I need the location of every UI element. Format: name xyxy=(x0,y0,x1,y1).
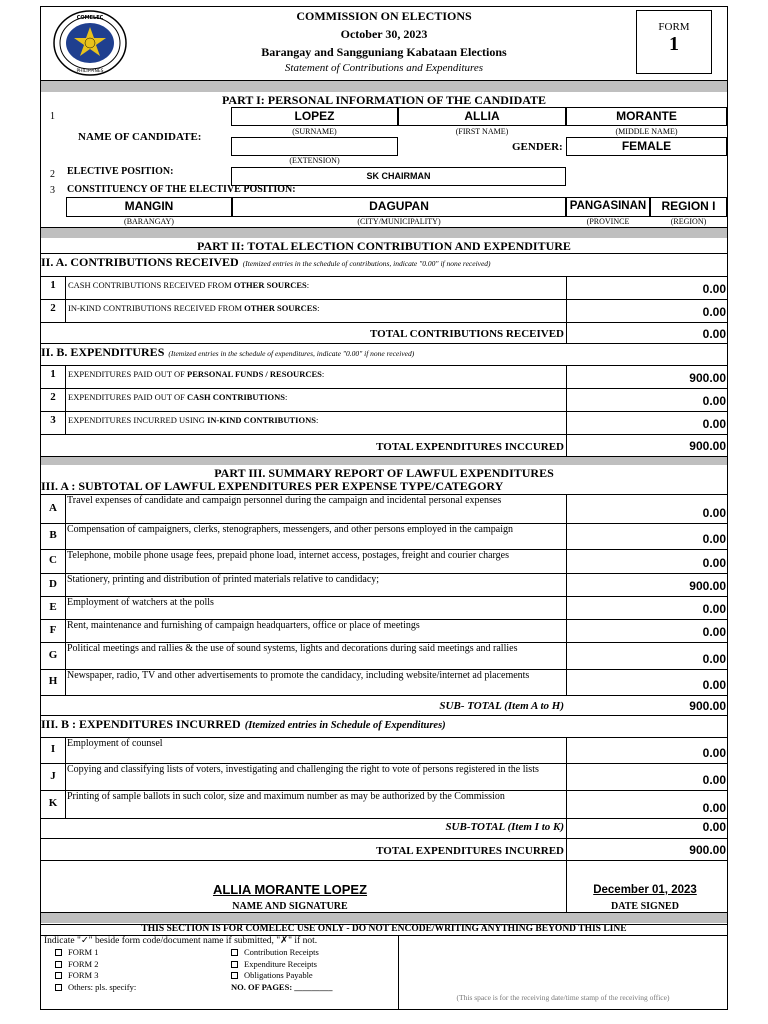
expense-description: Employment of watchers at the polls xyxy=(67,597,214,608)
elective-position-field[interactable]: SK CHAIRMAN xyxy=(231,167,566,186)
part3b-heading xyxy=(41,715,446,733)
band-1 xyxy=(41,81,727,92)
checklist-item[interactable] xyxy=(55,947,98,957)
checklist-label: Contribution Receipts xyxy=(244,947,319,957)
total-incurred-value: 900.00 xyxy=(689,843,726,857)
checklist-label: Others: pls. specify: xyxy=(68,982,137,992)
expense-amount: 900.00 xyxy=(689,579,726,593)
header-org: COMMISSION ON ELECTIONS xyxy=(296,9,472,23)
comelec-instruction: Indicate "✓" beside form code/document name if submitted, "✗" if not. xyxy=(44,936,318,946)
row-description-bold: CASH CONTRIBUTIONS xyxy=(187,392,286,402)
part1-title: PART I: PERSONAL INFORMATION OF THE CANDIDATE xyxy=(221,93,547,107)
checklist-item[interactable] xyxy=(55,959,98,969)
gender-field[interactable]: FEMALE xyxy=(566,137,727,156)
city-field[interactable]: DAGUPAN xyxy=(232,197,566,217)
row-description-post: : xyxy=(315,415,319,425)
row-number: 2 xyxy=(50,391,56,403)
row-amount: 0.00 xyxy=(702,394,726,408)
part2-title: PART II: TOTAL ELECTION CONTRIBUTION AND EXPENDITURE xyxy=(197,239,571,253)
province-caption: (PROVINCE xyxy=(586,217,630,226)
expenditures-title: II. B. EXPENDITURES xyxy=(41,345,165,359)
band-4 xyxy=(41,913,727,923)
checklist-item[interactable] xyxy=(55,982,136,992)
expense-amount: 0.00 xyxy=(702,506,726,520)
header-date: October 30, 2023 xyxy=(340,27,428,41)
checklist-item[interactable] xyxy=(231,947,319,957)
checkbox[interactable] xyxy=(55,972,62,979)
row-description xyxy=(68,392,287,403)
checkbox[interactable] xyxy=(231,961,238,968)
contributions-title: II. A. CONTRIBUTIONS RECEIVED xyxy=(41,255,239,269)
total-expenditures-value: 900.00 xyxy=(689,439,726,453)
row-description-post: : xyxy=(321,369,325,379)
expense-letter: I xyxy=(50,743,56,755)
expense-letter: K xyxy=(48,797,58,809)
expense-description: Newspaper, radio, TV and other advertisements to promote the candidacy, including website/internet ad placements xyxy=(67,670,530,681)
surname-caption: (SURNAME) xyxy=(292,127,337,136)
item-number-2: 2 xyxy=(50,169,55,180)
middle-name-caption: (MIDDLE NAME) xyxy=(615,127,678,136)
band-3 xyxy=(41,457,727,465)
item-number-1: 1 xyxy=(50,111,55,122)
item-number-3: 3 xyxy=(50,185,55,196)
expense-amount: 0.00 xyxy=(702,746,726,760)
row-number: 1 xyxy=(50,368,56,380)
date-signed: December 01, 2023 xyxy=(593,884,697,896)
expense-letter: B xyxy=(49,529,57,541)
expense-amount: 0.00 xyxy=(702,652,726,666)
header-statement: Statement of Contributions and Expenditures xyxy=(284,62,484,74)
pages-label: NO. OF PAGES: _________ xyxy=(231,982,333,992)
comelec-banner: THIS SECTION IS FOR COMELEC USE ONLY - DO NOT ENCODE/WRITING ANYTHING BEYOND THIS LINE xyxy=(141,924,627,934)
city-caption: (CITY/MUNICIPALITY) xyxy=(357,217,441,226)
form-number: 1 xyxy=(669,33,679,55)
middle-name-field[interactable]: MORANTE xyxy=(566,107,727,126)
row-description xyxy=(68,280,309,291)
band-2 xyxy=(41,228,727,238)
row-description-pre: EXPENDITURES INCURRED USING xyxy=(68,415,208,425)
expense-amount: 0.00 xyxy=(702,532,726,546)
subtotal-a-value: 900.00 xyxy=(689,699,726,713)
form-label: FORM xyxy=(658,21,690,33)
expense-letter: J xyxy=(50,769,56,782)
checklist-item[interactable] xyxy=(231,970,313,980)
expenditures-heading xyxy=(41,343,727,361)
row-description-post: : xyxy=(306,280,310,290)
row-number: 1 xyxy=(50,279,56,291)
row-description-pre: EXPENDITURES PAID OUT OF xyxy=(68,369,188,379)
row-description-pre: IN-KIND CONTRIBUTIONS RECEIVED FROM xyxy=(68,303,245,313)
first-name-field[interactable]: ALLIA xyxy=(398,107,566,126)
checklist-label: FORM 3 xyxy=(68,970,99,980)
row-description-bold: OTHER SOURCES xyxy=(233,280,307,290)
row-number: 2 xyxy=(50,302,56,314)
header-election: Barangay and Sangguniang Kabataan Elections xyxy=(261,45,507,59)
name-of-candidate-label: NAME OF CANDIDATE: xyxy=(78,131,202,143)
checklist-item[interactable] xyxy=(55,970,98,980)
svg-text:PHILIPPINES: PHILIPPINES xyxy=(76,69,104,74)
signatory-name: ALLIA MORANTE LOPEZ xyxy=(212,882,368,897)
expense-description: Stationery, printing and distribution of printed materials relative to candidacy; xyxy=(67,574,380,585)
part3b-title: III. B : EXPENDITURES INCURRED xyxy=(41,717,241,731)
expense-description: Printing of sample ballots in such color, size and maximum number as may be authorized by the Commission xyxy=(67,791,505,802)
surname-field[interactable]: LOPEZ xyxy=(231,107,398,126)
contributions-note: (Itemized entries in the schedule of contributions, indicate "0.00" if none received) xyxy=(242,259,491,268)
subtotal-b-value: 0.00 xyxy=(702,820,726,834)
province-field[interactable]: PANGASINAN xyxy=(566,197,650,217)
svg-text:COMELEC: COMELEC xyxy=(76,15,104,21)
expense-letter: H xyxy=(48,675,58,687)
expense-amount: 0.00 xyxy=(702,801,726,815)
expense-description: Travel expenses of candidate and campaign personnel during the campaign and incidental personal expenses xyxy=(67,495,502,506)
expense-amount: 0.00 xyxy=(702,556,726,570)
row-description-post: : xyxy=(317,303,320,313)
expense-description: Political meetings and rallies & the use of sound systems, lights and decorations during said meetings and rallies xyxy=(67,643,518,654)
expense-description: Telephone, mobile phone usage fees, prepaid phone load, internet access, postages, freight and courier charges xyxy=(67,550,510,561)
extension-field[interactable] xyxy=(231,137,398,156)
extension-caption: (EXTENSION) xyxy=(289,156,340,165)
comelec-seal xyxy=(52,10,128,76)
expense-description: Employment of counsel xyxy=(67,738,163,749)
row-amount: 0.00 xyxy=(702,282,726,296)
checkbox[interactable] xyxy=(231,972,238,979)
total-contributions-label: TOTAL CONTRIBUTIONS RECEIVED xyxy=(370,328,564,340)
part3b-note: (Itemized entries in Schedule of Expenditures) xyxy=(244,720,446,731)
date-signed-caption: DATE SIGNED xyxy=(611,901,679,912)
expense-amount: 0.00 xyxy=(702,625,726,639)
row-description-bold: OTHER SOURCES xyxy=(244,303,318,313)
row-description xyxy=(68,415,318,426)
row-description-bold: IN-KIND CONTRIBUTIONS xyxy=(207,415,316,425)
expense-letter: A xyxy=(49,501,57,514)
expense-letter: G xyxy=(48,648,58,661)
form-number-box xyxy=(636,10,712,74)
checkbox[interactable] xyxy=(55,961,62,968)
constituency-label: CONSTITUENCY OF THE ELECTIVE POSITION: xyxy=(67,184,296,195)
checklist-item[interactable] xyxy=(231,959,317,969)
total-expenditures-label: TOTAL EXPENDITURES INCCURED xyxy=(376,441,564,453)
row-amount: 900.00 xyxy=(689,371,726,385)
signatory-caption: NAME AND SIGNATURE xyxy=(232,901,348,912)
expense-letter: E xyxy=(49,600,57,613)
elective-position-label: ELECTIVE POSITION: xyxy=(67,166,174,177)
stamp-note: (This space is for the receiving date/time stamp of the receiving office) xyxy=(456,993,670,1002)
expense-description: Rent, maintenance and furnishing of campaign headquarters, office or place of meetings xyxy=(67,620,420,631)
expense-amount: 0.00 xyxy=(702,773,726,787)
row-number: 3 xyxy=(50,414,56,426)
checklist-label: FORM 1 xyxy=(68,947,99,957)
first-name-caption: (FIRST NAME) xyxy=(455,127,509,136)
expense-letter: D xyxy=(49,577,57,590)
expense-description: Copying and classifying lists of voters, investigating and challenging the right to vote of persons registered in the lists xyxy=(67,764,539,775)
row-description xyxy=(68,303,320,314)
total-incurred-label: TOTAL EXPENDITURES INCURRED xyxy=(376,845,564,857)
expense-letter: C xyxy=(49,554,57,566)
checklist-label: Obligations Payable xyxy=(244,970,313,980)
expense-letter: F xyxy=(49,623,57,636)
row-description-pre: CASH CONTRIBUTIONS RECEIVED FROM xyxy=(68,280,234,290)
barangay-caption: (BARANGAY) xyxy=(124,217,174,226)
row-description-pre: EXPENDITURES PAID OUT OF xyxy=(68,392,188,402)
region-caption: (REGION) xyxy=(670,217,707,226)
row-amount: 0.00 xyxy=(702,305,726,319)
subtotal-b-label: SUB-TOTAL (Item I to K) xyxy=(445,821,564,833)
part3a-title: III. A : SUBTOTAL OF LAWFUL EXPENDITURES PER EXPENSE TYPE/CATEGORY xyxy=(41,479,504,493)
expense-description: Compensation of campaigners, clerks, stenographers, messengers, and other persons employed in the campaign xyxy=(67,524,513,535)
contributions-heading xyxy=(41,253,727,271)
checkbox[interactable] xyxy=(55,984,62,991)
row-description-bold: PERSONAL FUNDS / RESOURCES xyxy=(187,369,322,379)
expense-amount: 0.00 xyxy=(702,678,726,692)
row-amount: 0.00 xyxy=(702,417,726,431)
row-description xyxy=(68,369,324,380)
row-description-post: : xyxy=(285,392,288,402)
gender-label: GENDER: xyxy=(512,141,563,153)
total-contributions-value: 0.00 xyxy=(702,327,726,341)
checklist-label: Expenditure Receipts xyxy=(244,959,317,969)
checklist-label: FORM 2 xyxy=(68,959,99,969)
barangay-field[interactable]: MANGIN xyxy=(66,197,232,217)
expense-amount: 0.00 xyxy=(702,602,726,616)
region-field[interactable]: REGION I xyxy=(650,197,727,217)
checkbox[interactable] xyxy=(55,949,62,956)
subtotal-a-label: SUB- TOTAL (Item A to H) xyxy=(439,700,564,712)
part3-title: PART III. SUMMARY REPORT OF LAWFUL EXPENDITURES xyxy=(214,466,554,480)
expenditures-note: (Itemized entries in the schedule of expenditures, indicate "0.00" if none received) xyxy=(168,349,415,358)
checkbox[interactable] xyxy=(231,949,238,956)
